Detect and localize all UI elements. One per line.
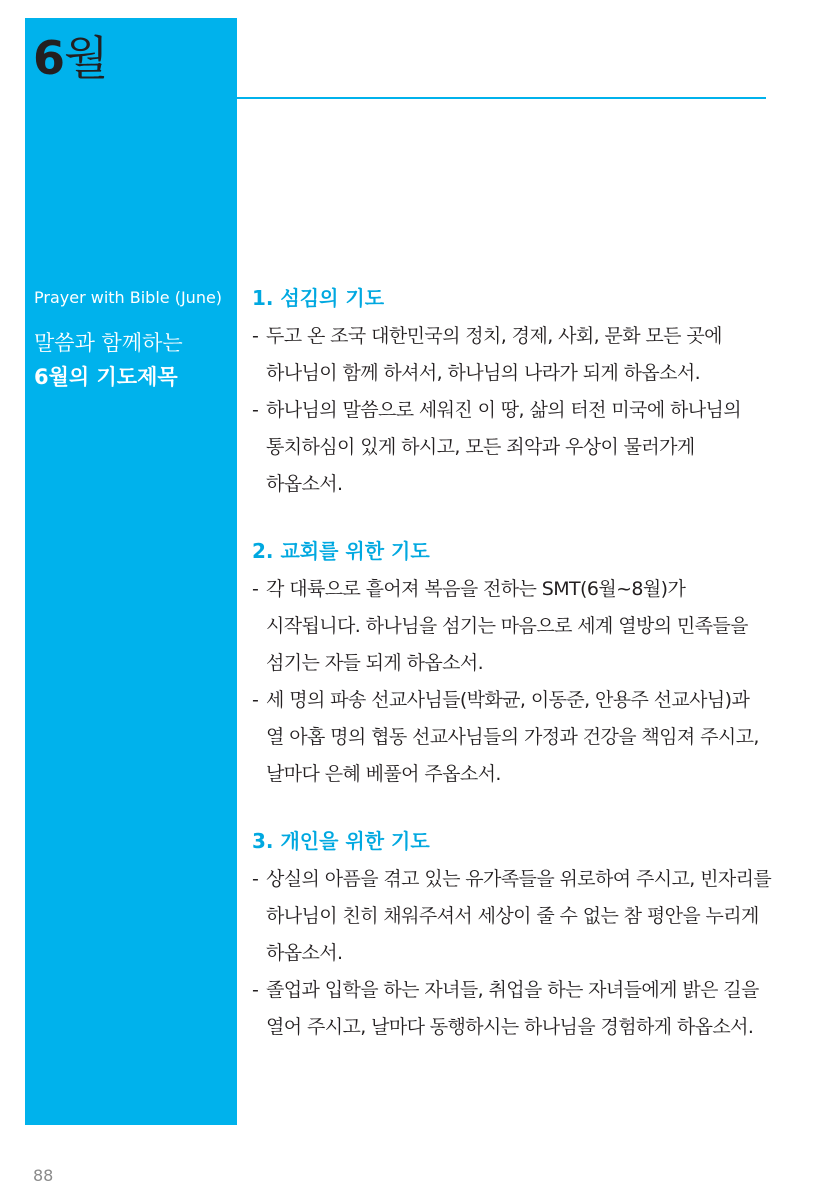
month-unit: 월 (64, 31, 108, 85)
prayer-item-text: 각 대륙으로 흩어져 복음을 전하는 SMT(6월~8월)가 시작됩니다. 하나님을 섬기는 마음으로 세계 열방의 민족들을 섬기는 자들 되게 하옵소서. (266, 578, 748, 674)
sidebar-subtitle: Prayer with Bible (June) (34, 288, 223, 307)
list-dash: - (252, 399, 259, 421)
prayer-list (252, 861, 772, 1046)
section-title: 2. 교회를 위한 기도 (252, 539, 430, 563)
prayer-item-text: 두고 온 조국 대한민국의 정치, 경제, 사회, 문화 모든 곳에 하나님이 함께 하셔서, 하나님의 나라가 되게 하옵소서. (266, 325, 722, 384)
section-title: 1. 섬김의 기도 (252, 286, 385, 310)
prayer-item (252, 571, 772, 682)
prayer-section-personal (252, 825, 772, 1046)
prayer-item-text: 세 명의 파송 선교사님들(박화균, 이동준, 안용주 선교사님)과 열 아홉 명의 협동 선교사님들의 가정과 건강을 책임져 주시고, 날마다 은혜 베풀어 주옵소서. (266, 689, 759, 785)
title-divider (33, 97, 766, 99)
page-number: 88 (33, 1166, 54, 1185)
prayer-list (252, 571, 772, 793)
prayer-section-church (252, 535, 772, 793)
list-dash: - (252, 979, 259, 1001)
prayer-content (252, 282, 772, 1078)
sidebar-heading-line2: 6월의 기도제목 (34, 365, 178, 389)
list-dash: - (252, 578, 259, 600)
prayer-section-service (252, 282, 772, 503)
prayer-item (252, 861, 772, 972)
prayer-item (252, 682, 772, 793)
prayer-item (252, 318, 772, 392)
list-dash: - (252, 325, 259, 347)
list-dash: - (252, 868, 259, 890)
sidebar-panel (25, 18, 237, 1125)
month-number: 6 (33, 31, 65, 85)
sidebar-heading (34, 326, 234, 394)
prayer-item-text: 졸업과 입학을 하는 자녀들, 취업을 하는 자녀들에게 밝은 길을 열어 주시고, 날마다 동행하시는 하나님을 경험하게 하옵소서. (266, 979, 759, 1038)
prayer-item-text: 하나님의 말씀으로 세워진 이 땅, 삶의 터전 미국에 하나님의 통치하심이 있게 하시고, 모든 죄악과 우상이 물러가게 하옵소서. (266, 399, 742, 495)
sidebar-heading-line1: 말씀과 함께하는 (34, 331, 183, 355)
prayer-item (252, 972, 772, 1046)
prayer-item (252, 392, 772, 503)
month-title (33, 28, 107, 88)
prayer-list (252, 318, 772, 503)
prayer-item-text: 상실의 아픔을 겪고 있는 유가족들을 위로하여 주시고, 빈자리를 하나님이 친히 채워주셔서 세상이 줄 수 없는 참 평안을 누리게 하옵소서. (266, 868, 772, 964)
list-dash: - (252, 689, 259, 711)
section-title: 3. 개인을 위한 기도 (252, 829, 430, 853)
